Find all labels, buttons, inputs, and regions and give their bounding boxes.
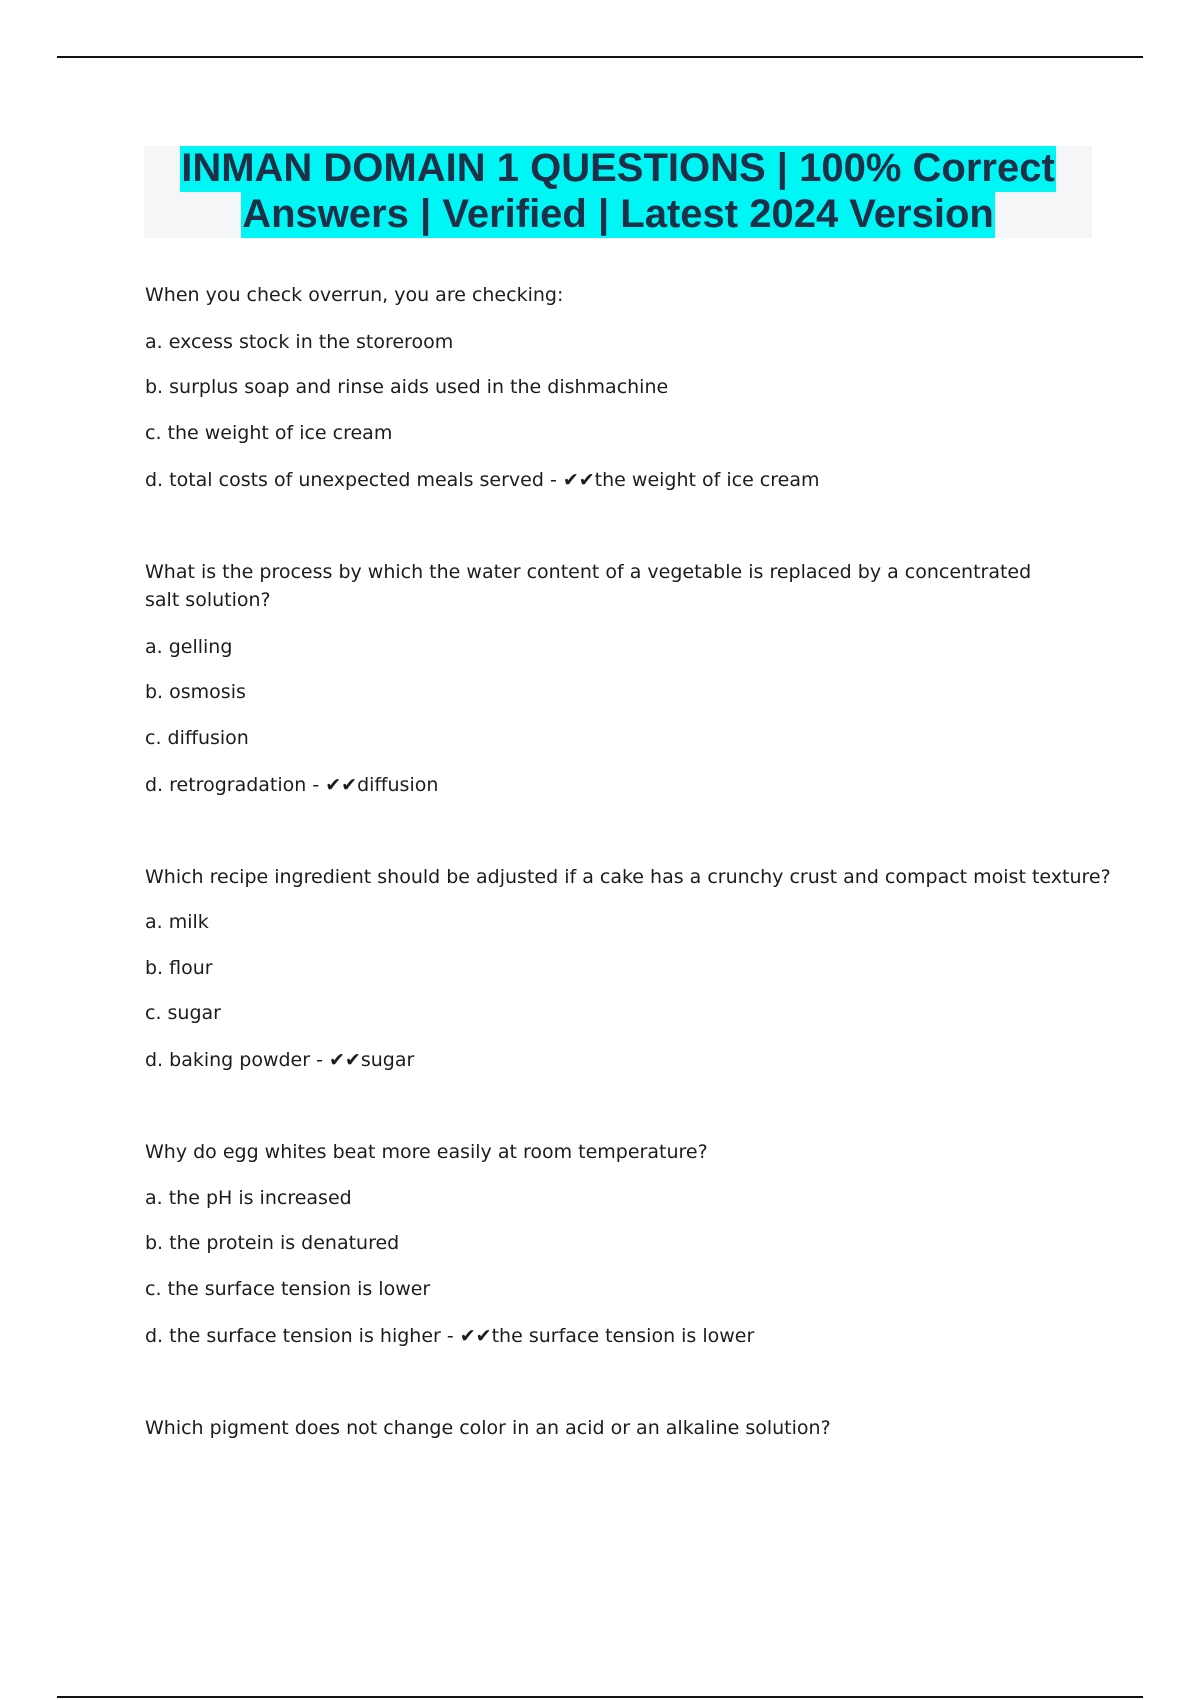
question-4-option-c: c. the surface tension is lower xyxy=(145,1278,431,1300)
question-1-option-b: b. surplus soap and rinse aids used in the dishmachine xyxy=(145,376,669,398)
question-1-prompt: When you check overrun, you are checking: xyxy=(145,284,564,306)
question-2-option-c: c. diffusion xyxy=(145,727,249,749)
question-1-option-d-answer: d. total costs of unexpected meals served - ✔✔the weight of ice cream xyxy=(145,469,820,491)
question-4-option-d-answer: d. the surface tension is higher - ✔✔the surface tension is lower xyxy=(145,1325,755,1347)
question-1-option-c: c. the weight of ice cream xyxy=(145,422,393,444)
question-2-option-d-answer: d. retrogradation - ✔✔diffusion xyxy=(145,774,439,796)
question-3-prompt: Which recipe ingredient should be adjusted if a cake has a crunchy crust and compact moist texture? xyxy=(145,866,1111,888)
question-3-option-b: b. flour xyxy=(145,957,213,979)
question-4-prompt: Why do egg whites beat more easily at room temperature? xyxy=(145,1141,708,1163)
question-1-option-a: a. excess stock in the storeroom xyxy=(145,331,454,353)
question-3-option-a: a. milk xyxy=(145,911,209,933)
question-5-prompt: Which pigment does not change color in an acid or an alkaline solution? xyxy=(145,1417,831,1439)
footer-rule xyxy=(57,1696,1143,1698)
question-2-option-a: a. gelling xyxy=(145,636,233,658)
question-4-option-b: b. the protein is denatured xyxy=(145,1232,400,1254)
header-rule xyxy=(57,56,1143,58)
question-2-prompt: What is the process by which the water content of a vegetable is replaced by a concentrated salt solution? xyxy=(145,561,1032,611)
question-3-option-c: c. sugar xyxy=(145,1002,221,1024)
question-3-option-d-answer: d. baking powder - ✔✔sugar xyxy=(145,1049,415,1071)
question-2-option-b: b. osmosis xyxy=(145,681,246,703)
document-title xyxy=(144,146,1092,238)
title-line-1: INMAN DOMAIN 1 QUESTIONS | 100% Correct xyxy=(181,146,1055,190)
question-4-option-a: a. the pH is increased xyxy=(145,1187,352,1209)
title-line-2: Answers | Verified | Latest 2024 Version xyxy=(242,192,994,236)
